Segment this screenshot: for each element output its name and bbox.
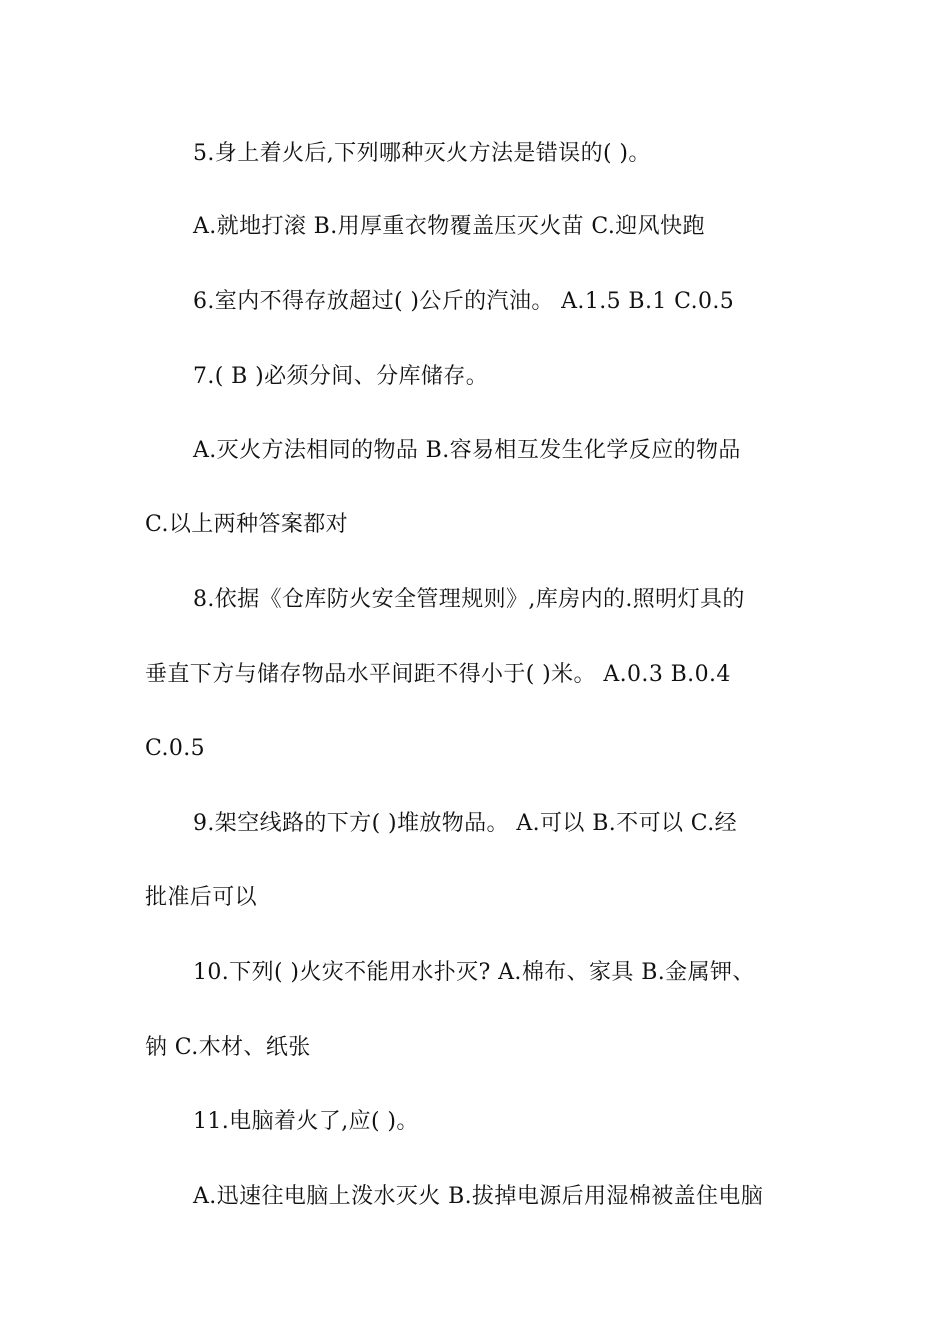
question-6-text: 6.室内不得存放超过( )公斤的汽油。 A.1.5 B.1 C.0.5 xyxy=(193,289,735,314)
question-8-options-continued: C.0.5 xyxy=(145,736,206,761)
question-11-options: A.迅速往电脑上泼水灭火 B.拔掉电源后用湿棉被盖住电脑 xyxy=(193,1184,764,1209)
question-5-options: A.就地打滚 B.用厚重衣物覆盖压灭火苗 C.迎风快跑 xyxy=(193,214,705,239)
question-7-options: A.灭火方法相同的物品 B.容易相互发生化学反应的物品 xyxy=(193,438,741,463)
question-5-text: 5.身上着火后,下列哪种灭火方法是错误的( )。 xyxy=(193,141,651,166)
question-11-text: 11.电脑着火了,应( )。 xyxy=(193,1109,419,1134)
question-8-text: 8.依据《仓库防火安全管理规则》,库房内的.照明灯具的 xyxy=(193,587,745,612)
question-9-text-continued: 批准后可以 xyxy=(145,885,258,910)
question-7-text: 7.( B )必须分间、分库储存。 xyxy=(193,364,489,389)
question-10-text-continued: 钠 C.木材、纸张 xyxy=(145,1035,311,1060)
question-10-text: 10.下列( )火灾不能用水扑灭? A.棉布、家具 B.金属钾、 xyxy=(193,960,755,985)
question-7-options-continued: C.以上两种答案都对 xyxy=(145,512,349,537)
question-9-text: 9.架空线路的下方( )堆放物品。 A.可以 B.不可以 C.经 xyxy=(193,811,738,836)
question-8-text-continued: 垂直下方与储存物品水平间距不得小于( )米。 A.0.3 B.0.4 xyxy=(145,662,731,687)
